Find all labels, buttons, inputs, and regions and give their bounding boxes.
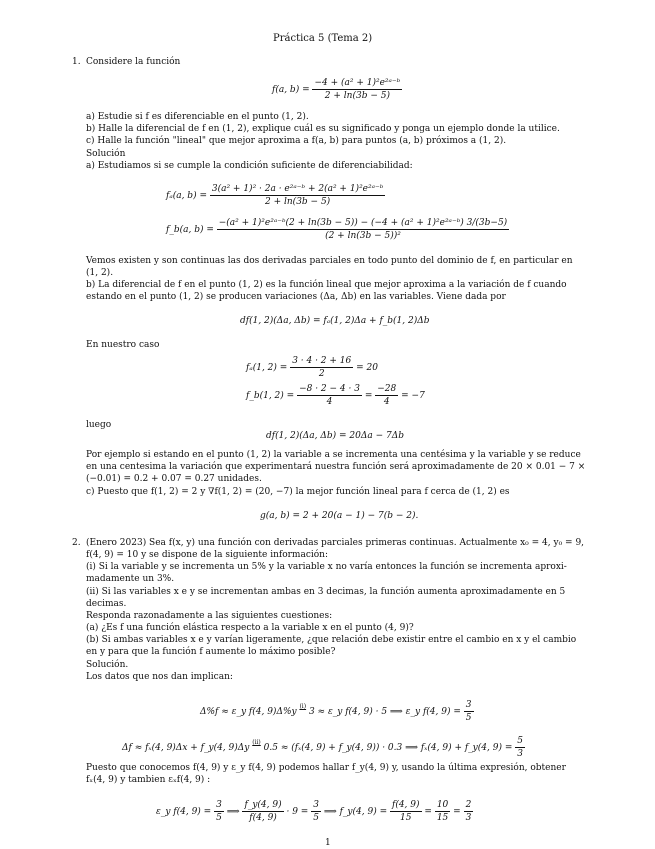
- problem-2-line-9: (b) Si ambas variables x e y varían ligeramente, ¿que relación debe existir entre el cambio en x y el cambio: [86, 635, 577, 645]
- question-b: b) Halle la diferencial de f en (1, 2), explique cuál es su significado y ponga un ejemplo donde la utilice.: [86, 124, 560, 134]
- eq3-num-1: 3: [216, 800, 222, 810]
- eq3-num-2: f_y(4, 9): [244, 800, 282, 810]
- fb-mid-denominator: 4: [383, 397, 390, 407]
- partial-fb-lhs: f_b(a, b) =: [166, 224, 214, 235]
- eq2-numerator: 5: [517, 736, 523, 746]
- page-number: 1: [325, 838, 331, 848]
- problem-2-number: 2.: [72, 538, 81, 548]
- fb-at-point-lhs: f_b(1, 2) =: [246, 390, 295, 401]
- question-c: c) Halle la función "lineal" que mejor aproxima a f(a, b) para puntos (a, b) próximos a (1, 2).: [86, 136, 507, 146]
- problem-2-line-12: Puesto que conocemos f(4, 9) y ε_y f(4, 9) podemos hallar f_y(4, 9) y, usando la última expresión, obtener: [86, 763, 566, 773]
- question-a: a) Estudie si f es diferenciable en el punto (1, 2).: [86, 112, 309, 122]
- eq2-fraction: [515, 736, 525, 759]
- problem-1-intro: Considere la función: [86, 57, 181, 67]
- eq1-mark: (i): [299, 703, 307, 710]
- function-numerator: −4 + (a² + 1)²e²ᵃ⁻ᵇ: [314, 78, 401, 88]
- fb-mid-numerator: −28: [377, 384, 397, 394]
- page-title: Práctica 5 (Tema 2): [273, 33, 373, 44]
- eq3-part-f: =: [453, 806, 461, 817]
- problem-2-line-8: (a) ¿Es f una función elástica respecto a la variable x en el punto (4, 9)?: [86, 623, 414, 633]
- partial-fa-equation: [166, 184, 385, 207]
- eq3-num-3: 3: [313, 800, 319, 810]
- eq3-num-6: 2: [465, 800, 472, 810]
- eq3-fraction-3: [311, 800, 321, 823]
- fa-at-point-lhs: fₐ(1, 2) =: [246, 362, 288, 373]
- problem-2-line-3: (i) Si la variable y se incrementa un 5% y la variable x no varía entonces la función se incrementa aproxi-: [86, 562, 567, 572]
- eq2-middle: 0.5 ≈ (fₓ(4, 9) + f_y(4, 9)) · 0.3 ⟹ fₓ(4, 9) + f_y(4, 9) =: [263, 742, 513, 753]
- eq3-den-4: 15: [400, 813, 412, 823]
- function-definition: [272, 78, 402, 101]
- partial-fa-numerator: 3(a² + 1)² · 2a · e²ᵃ⁻ᵇ + 2(a² + 1)²e²ᵃ⁻ᵇ: [211, 184, 384, 194]
- eq1-left: Δ%f ≈ ε_y f(4, 9)Δ%y: [200, 706, 297, 717]
- function-denominator: 2 + ln(3b − 5): [324, 91, 390, 101]
- eq3-fraction-4: [390, 800, 422, 823]
- fy-derivation: [156, 800, 473, 823]
- eq3-fraction-5: [435, 800, 450, 823]
- eq3-part-b: ⟹: [226, 806, 240, 817]
- eq3-den-3: 5: [313, 813, 319, 823]
- partial-fb-denominator: (2 + ln(3b − 5))²: [325, 231, 401, 241]
- fb-at-point: [246, 384, 425, 407]
- fb-at-point-mid-fraction: [375, 384, 398, 407]
- fa-at-point: [246, 356, 378, 379]
- fa-at-point-denominator: 2: [318, 369, 325, 379]
- problem-2-line-7: Responda razonadamente a las siguientes cuestiones:: [86, 611, 333, 621]
- elasticity-equation: [200, 700, 474, 723]
- eq3-fraction-2: [242, 800, 283, 823]
- existence-line-1: Vemos existen y son continuas las dos derivadas parciales en todo punto del dominio de f, en particular en: [86, 256, 573, 266]
- solution-a-intro: a) Estudiamos si se cumple la condición suficiente de diferenciabilidad:: [86, 161, 413, 171]
- eq3-num-4: f(4, 9): [391, 800, 420, 810]
- fa-at-point-fraction: [290, 356, 353, 379]
- partial-fa-fraction: [210, 184, 385, 207]
- eq1-middle: 3 ≈ ε_y f(4, 9) · 5 ⟹ ε_y f(4, 9) =: [308, 706, 461, 717]
- eq1-numerator: 3: [465, 700, 472, 710]
- partial-fb-numerator: −(a² + 1)²e²ᵃ⁻ᵇ(2 + ln(3b − 5)) − (−4 + (a² + 1)²e²ᵃ⁻ᵇ) 3/(3b−5): [218, 218, 508, 228]
- eq3-part-d: ⟹ f_y(4, 9) =: [323, 806, 388, 817]
- fb-at-point-numerator: −8 · 2 − 4 · 3: [299, 384, 360, 394]
- problem-2-line-1: (Enero 2023) Sea f(x, y) una función con derivadas parciales primeras continuas. Actualmente x₀ = 4, y₀ = 9,: [86, 538, 585, 548]
- eq1-fraction: [464, 700, 474, 723]
- eq3-part-c: · 9 =: [286, 806, 309, 817]
- partial-fb-fraction: [217, 218, 509, 241]
- fb-at-point-result: = −7: [401, 390, 425, 401]
- increment-equation: [122, 736, 525, 759]
- problem-2-line-10: en y para que la función f aumente lo máximo posible?: [86, 647, 336, 657]
- function-fraction: [312, 78, 402, 101]
- function-lhs: f(a, b) =: [272, 84, 310, 95]
- problem-2-line-6: decimas.: [86, 599, 127, 609]
- problem-2-line-5: (ii) Si las variables x e y se incrementan ambas en 3 decimas, la función aumenta aproximadamente en 5: [86, 587, 566, 597]
- problem-2-line-4: madamente un 3%.: [86, 574, 175, 584]
- eq3-den-5: 15: [436, 813, 449, 823]
- example-line-3: (−0.01) = 0.2 + 0.07 = 0.27 unidades.: [86, 474, 262, 484]
- eq3-den-1: 5: [216, 813, 222, 823]
- solution-label-2: Solución.: [86, 660, 129, 670]
- example-line-2: en una centesima la variación que experimentará nuestra función será aproximadamente de 20 × 0.01 − 7 ×: [86, 462, 586, 472]
- problem-2-line-13: fₓ(4, 9) y tambien εₓf(4, 9) :: [86, 775, 211, 785]
- fb-at-point-fraction: [297, 384, 362, 407]
- differential-general: df(1, 2)(Δa, Δb) = fₐ(1, 2)Δa + f_b(1, 2)Δb: [240, 316, 430, 326]
- problem-2-line-11: Los datos que nos dan implican:: [86, 672, 233, 682]
- problem-2-line-2: f(4, 9) = 10 y se dispone de la siguiente información:: [86, 550, 328, 560]
- differential-value: df(1, 2)(Δa, Δb) = 20Δa − 7Δb: [266, 431, 404, 441]
- then-label: luego: [86, 420, 112, 430]
- eq2-left: Δf ≈ fₓ(4, 9)Δx + f_y(4, 9)Δy: [122, 742, 250, 753]
- example-line-1: Por ejemplo si estando en el punto (1, 2) la variable a se incrementa una centésima y la variable y se reduce: [86, 450, 581, 460]
- partial-fb-equation: [166, 218, 509, 241]
- solution-label-1: Solución: [86, 149, 126, 159]
- eq3-fraction-1: [214, 800, 224, 823]
- solution-b-line-1: b) La diferencial de f en el punto (1, 2) es la función lineal que mejor aproxima a la variación de f cuando: [86, 280, 567, 290]
- problem-1-number: 1.: [72, 57, 81, 67]
- solution-c: c) Puesto que f(1, 2) = 2 y ∇f(1, 2) = (20, −7) la mejor función lineal para f cerca de (1, 2) es: [86, 487, 510, 497]
- linear-approximation: g(a, b) = 2 + 20(a − 1) − 7(b − 2).: [260, 511, 419, 521]
- eq3-den-2: f(4, 9): [249, 813, 277, 823]
- eq2-mark: (ii): [252, 739, 261, 746]
- solution-b-line-2: estando en el punto (1, 2) se producen variaciones (Δa, Δb) en las variables. Viene dada por: [86, 292, 506, 302]
- eq3-part-a: ε_y f(4, 9) =: [156, 806, 212, 817]
- fb-equals-sign: =: [364, 390, 373, 401]
- existence-line-2: (1, 2).: [86, 268, 114, 278]
- eq3-part-e: =: [424, 806, 432, 817]
- fb-at-point-denominator: 4: [326, 397, 333, 407]
- eq2-denominator: 3: [517, 749, 523, 759]
- partial-fa-lhs: fₐ(a, b) =: [166, 190, 207, 201]
- fa-at-point-result: = 20: [356, 362, 378, 373]
- eq1-denominator: 5: [465, 713, 472, 723]
- our-case-label: En nuestro caso: [86, 340, 160, 350]
- partial-fa-denominator: 2 + ln(3b − 5): [265, 197, 331, 207]
- fa-at-point-numerator: 3 · 4 · 2 + 16: [292, 356, 352, 366]
- eq3-num-5: 10: [436, 800, 449, 810]
- eq3-fraction-6: [464, 800, 474, 823]
- eq3-den-6: 3: [465, 813, 472, 823]
